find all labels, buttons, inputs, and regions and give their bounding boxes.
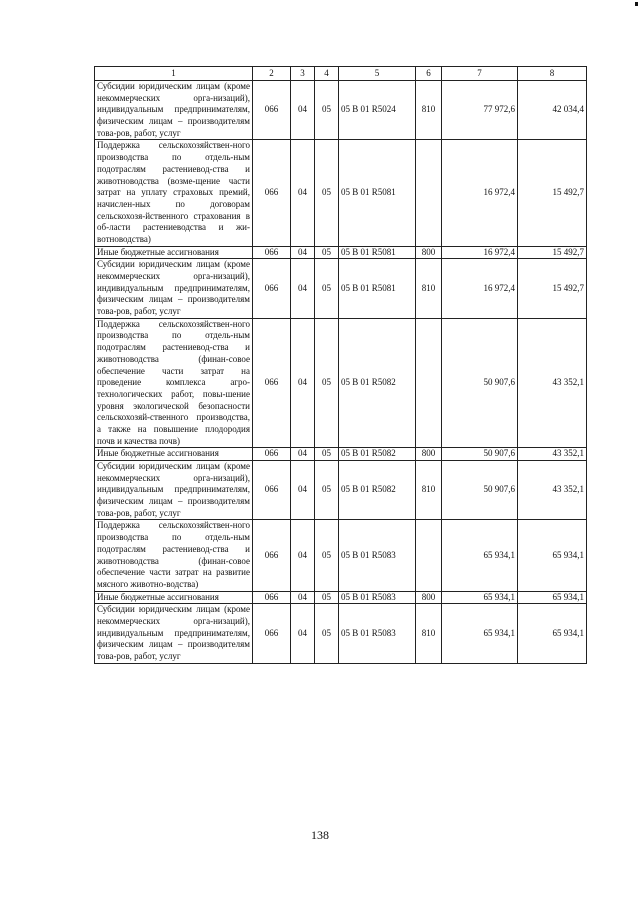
ministry-code: 066 — [253, 520, 291, 591]
subsection-code: 05 — [315, 591, 339, 604]
amount-executed: 15 492,7 — [518, 140, 587, 246]
table-row — [95, 81, 587, 140]
subsection-code: 05 — [315, 246, 339, 259]
subsection-code: 05 — [315, 259, 339, 318]
target-item-code: 05 В 01 R5083 — [339, 591, 416, 604]
item-name: Иные бюджетные ассигнования — [95, 246, 253, 259]
amount-plan: 50 907,6 — [442, 461, 518, 520]
amount-executed: 43 352,1 — [518, 448, 587, 461]
table-row — [95, 259, 587, 318]
item-name: Поддержка сельскохозяйствен-ного производства по отдель-ным подотраслям растениевод-ства и животноводства (финан-совое обеспечение части затрат на проведение комплекса агро-технологических работ, повы-шение уровня экологической безопасности сельскохозяй-ственного производства, а также на повышение плодородия почв и качества почв) — [95, 318, 253, 448]
item-name: Поддержка сельскохозяйствен-ного производства по отдель-ным подотраслям растениевод-ства и животноводства (финан-совое обеспечение части затрат на развитие мясного животно-водства) — [95, 520, 253, 591]
amount-executed: 65 934,1 — [518, 604, 587, 663]
item-name: Субсидии юридическим лицам (кроме некоммерческих орга-низаций), индивидуальным предпринимателям, физическим лицам – производителям това-ров, работ, услуг — [95, 604, 253, 663]
expense-type-code: 810 — [416, 461, 442, 520]
amount-plan: 77 972,6 — [442, 81, 518, 140]
ministry-code: 066 — [253, 140, 291, 246]
amount-plan: 16 972,4 — [442, 259, 518, 318]
section-code: 04 — [291, 604, 315, 663]
expense-type-code: 810 — [416, 259, 442, 318]
ministry-code: 066 — [253, 318, 291, 448]
section-code: 04 — [291, 246, 315, 259]
ministry-code: 066 — [253, 604, 291, 663]
amount-executed: 65 934,1 — [518, 520, 587, 591]
ministry-code: 066 — [253, 448, 291, 461]
amount-executed: 15 492,7 — [518, 259, 587, 318]
section-code: 04 — [291, 318, 315, 448]
column-header: 2 — [253, 67, 291, 81]
amount-executed: 42 034,4 — [518, 81, 587, 140]
target-item-code: 05 В 01 R5024 — [339, 81, 416, 140]
table-row — [95, 604, 587, 663]
subsection-code: 05 — [315, 520, 339, 591]
expense-type-code: 810 — [416, 81, 442, 140]
column-header: 3 — [291, 67, 315, 81]
section-code: 04 — [291, 461, 315, 520]
amount-plan: 65 934,1 — [442, 591, 518, 604]
target-item-code: 05 В 01 R5081 — [339, 259, 416, 318]
table-row — [95, 448, 587, 461]
amount-executed: 43 352,1 — [518, 318, 587, 448]
target-item-code: 05 В 01 R5082 — [339, 461, 416, 520]
item-name: Иные бюджетные ассигнования — [95, 591, 253, 604]
amount-executed: 43 352,1 — [518, 461, 587, 520]
subsection-code: 05 — [315, 448, 339, 461]
subsection-code: 05 — [315, 81, 339, 140]
section-code: 04 — [291, 520, 315, 591]
amount-executed: 15 492,7 — [518, 246, 587, 259]
item-name: Субсидии юридическим лицам (кроме некоммерческих орга-низаций), индивидуальным предпринимателям, физическим лицам – производителям това-ров, работ, услуг — [95, 259, 253, 318]
amount-executed: 65 934,1 — [518, 591, 587, 604]
column-header: 1 — [95, 67, 253, 81]
table-row — [95, 461, 587, 520]
target-item-code: 05 В 01 R5083 — [339, 520, 416, 591]
item-name: Субсидии юридическим лицам (кроме некоммерческих орга-низаций), индивидуальным предпринимателям, физическим лицам – производителям това-ров, работ, услуг — [95, 461, 253, 520]
target-item-code: 05 В 01 R5082 — [339, 318, 416, 448]
header-row — [95, 67, 587, 81]
subsection-code: 05 — [315, 140, 339, 246]
amount-plan: 16 972,4 — [442, 246, 518, 259]
ministry-code: 066 — [253, 461, 291, 520]
expense-type-code: 800 — [416, 448, 442, 461]
column-header: 4 — [315, 67, 339, 81]
section-code: 04 — [291, 448, 315, 461]
column-header: 8 — [518, 67, 587, 81]
column-header: 5 — [339, 67, 416, 81]
amount-plan: 65 934,1 — [442, 520, 518, 591]
ministry-code: 066 — [253, 246, 291, 259]
expense-type-code: 810 — [416, 604, 442, 663]
target-item-code: 05 В 01 R5081 — [339, 246, 416, 259]
expense-type-code: 800 — [416, 246, 442, 259]
item-name: Поддержка сельскохозяйствен-ного производства по отдель-ным подотраслям растениевод-ства и животноводства (возме-щение части затрат на уплату страховых премий, начислен-ных по договорам сельскохозя-йственного страхования в об-ласти растениеводства и жи-вотноводства) — [95, 140, 253, 246]
page-number: 138 — [311, 828, 329, 842]
target-item-code: 05 В 01 R5083 — [339, 604, 416, 663]
table-row — [95, 318, 587, 448]
amount-plan: 65 934,1 — [442, 604, 518, 663]
table-row — [95, 140, 587, 246]
subsection-code: 05 — [315, 461, 339, 520]
section-code: 04 — [291, 591, 315, 604]
budget-table — [94, 66, 587, 664]
expense-type-code: 800 — [416, 591, 442, 604]
section-code: 04 — [291, 81, 315, 140]
ministry-code: 066 — [253, 591, 291, 604]
amount-plan: 50 907,6 — [442, 448, 518, 461]
item-name: Субсидии юридическим лицам (кроме некоммерческих орга-низаций), индивидуальным предпринимателям, физическим лицам – производителям това-ров, работ, услуг — [95, 81, 253, 140]
item-name: Иные бюджетные ассигнования — [95, 448, 253, 461]
column-header: 7 — [442, 67, 518, 81]
table-row — [95, 520, 587, 591]
amount-plan: 50 907,6 — [442, 318, 518, 448]
column-header: 6 — [416, 67, 442, 81]
expense-type-code — [416, 318, 442, 448]
table-row — [95, 246, 587, 259]
expense-type-code — [416, 140, 442, 246]
subsection-code: 05 — [315, 604, 339, 663]
ministry-code: 066 — [253, 259, 291, 318]
section-code: 04 — [291, 140, 315, 246]
section-code: 04 — [291, 259, 315, 318]
subsection-code: 05 — [315, 318, 339, 448]
target-item-code: 05 В 01 R5082 — [339, 448, 416, 461]
table-row — [95, 591, 587, 604]
amount-plan: 16 972,4 — [442, 140, 518, 246]
expense-type-code — [416, 520, 442, 591]
target-item-code: 05 В 01 R5081 — [339, 140, 416, 246]
corner-mark — [635, 2, 638, 6]
ministry-code: 066 — [253, 81, 291, 140]
